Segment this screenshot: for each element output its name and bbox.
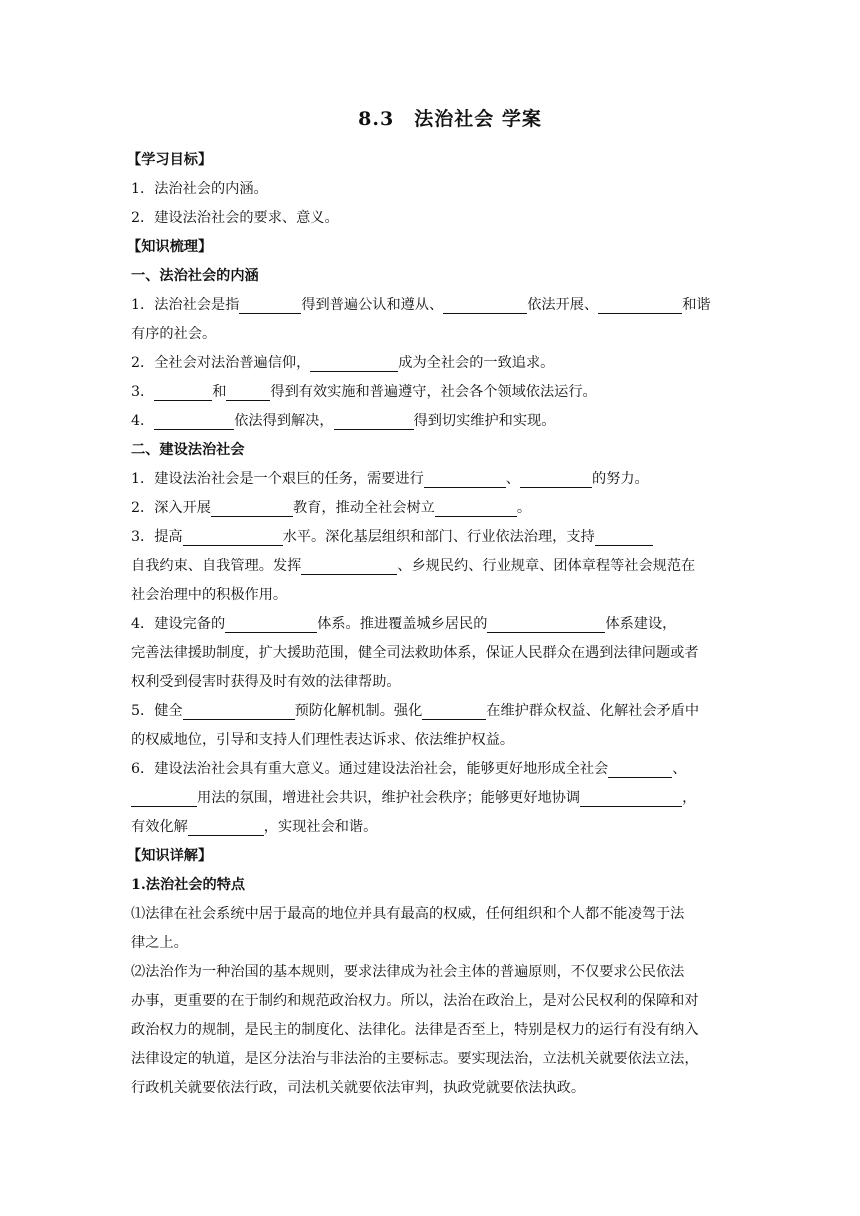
goal-item-1: 1．法治社会的内涵。 (131, 181, 268, 197)
text: 依法开展、 (527, 297, 599, 313)
text: 水平。深化基层组织和部门、行业依法治理，支持 (282, 529, 595, 545)
fill-blank[interactable] (334, 412, 414, 430)
fill-blank[interactable] (608, 760, 672, 778)
text: 2．深入开展 (131, 500, 211, 516)
text: 依法得到解决， (234, 413, 334, 429)
review-paragraph (131, 494, 733, 523)
explanation-paragraph: 行政机关就要依法行政，司法机关就要依法审判，执政党就要依法执政。 (131, 1080, 586, 1096)
document-body (127, 146, 733, 1103)
fill-blank[interactable] (188, 818, 264, 836)
fill-blank[interactable] (580, 789, 682, 807)
page-title: 8.3 法治社会 学案 (358, 108, 542, 130)
text: ，实现社会和谐。 (263, 819, 378, 835)
explanation-paragraph: 法律设定的轨道，是区分法治与非法治的主要标志。要实现法治，立法机关就要依法立法， (131, 1051, 699, 1067)
explanation-paragraph: 律之上。 (131, 935, 188, 951)
review-paragraph (131, 610, 733, 639)
text: 3．提高 (131, 529, 183, 545)
fill-blank[interactable] (226, 383, 270, 401)
subheading-connotation: 一、法治社会的内涵 (131, 268, 259, 284)
fill-blank[interactable] (183, 702, 295, 720)
fill-blank[interactable] (154, 412, 234, 430)
fill-blank[interactable] (435, 499, 517, 517)
text: 教育，推动全社会树立 (292, 500, 435, 516)
text: 、 (505, 471, 520, 487)
text: 。 (516, 500, 532, 516)
text: 和谐 (682, 297, 711, 313)
text: 的努力。 (591, 471, 649, 487)
fill-blank[interactable] (154, 383, 212, 401)
text: 在维护群众权益、化解社会矛盾中 (486, 703, 700, 719)
review-paragraph (131, 784, 733, 813)
fill-blank[interactable] (183, 528, 283, 546)
text: 体系。推进覆盖城乡居民的 (317, 616, 488, 632)
text: 4． (131, 413, 155, 429)
review-paragraph (131, 465, 733, 494)
text: 6．建设法治社会具有重大意义。通过建设法治社会，能够更好地形成全社会 (131, 761, 609, 777)
fill-blank[interactable] (598, 296, 682, 314)
section-heading-goals: 【学习目标】 (127, 152, 213, 168)
subheading-build: 二、建设法治社会 (131, 442, 245, 458)
explanation-paragraph: 政治权力的规制，是民主的制度化、法律化。法律是否至上，特别是权力的运行有没有纳入 (131, 1022, 699, 1038)
text: 5．健全 (131, 703, 183, 719)
review-paragraph (131, 291, 733, 320)
fill-blank[interactable] (310, 354, 398, 372)
text: ， (682, 790, 697, 806)
review-paragraph: 的权威地位，引导和支持人们理性表达诉求、依法维护权益。 (131, 732, 515, 748)
fill-blank[interactable] (301, 557, 397, 575)
text: 、乡规民约、行业规章、团体章程等社会规范在 (397, 558, 696, 574)
review-paragraph: 权利受到侵害时获得及时有效的法律帮助。 (131, 674, 401, 690)
review-paragraph (131, 697, 733, 726)
explanation-paragraph: ⑵法治作为一种治国的基本规则，要求法律成为社会主体的普遍原则，不仅要求公民依法 (131, 964, 685, 980)
review-paragraph: 有序的社会。 (131, 326, 217, 342)
review-paragraph (131, 813, 733, 842)
fill-blank[interactable] (520, 470, 592, 488)
review-paragraph (131, 349, 733, 378)
section-heading-explanation: 【知识详解】 (127, 848, 213, 864)
text: 体系建设， (605, 616, 677, 632)
fill-blank[interactable] (131, 789, 197, 807)
text: 预防化解机制。强化 (294, 703, 423, 719)
text: 1．法治社会是指 (131, 297, 240, 313)
text: 得到切实维护和实现。 (413, 413, 556, 429)
fill-blank[interactable] (239, 296, 301, 314)
review-paragraph: 完善法律援助制度，扩大援助范围，健全司法救助体系，保证人民群众在遇到法律问题或者 (131, 645, 699, 661)
fill-blank[interactable] (424, 470, 506, 488)
review-paragraph (131, 552, 733, 581)
fill-blank[interactable] (487, 615, 605, 633)
text: 自我约束、自我管理。发挥 (131, 558, 302, 574)
review-paragraph: 社会治理中的积极作用。 (131, 587, 288, 603)
fill-blank[interactable] (225, 615, 317, 633)
fill-blank[interactable] (211, 499, 293, 517)
fill-blank[interactable] (422, 702, 486, 720)
text: 4．建设完备的 (131, 616, 226, 632)
explanation-paragraph: 办事，更重要的在于制约和规范政治权力。所以，法治在政治上，是对公民权利的保障和对 (131, 993, 699, 1009)
text: 2．全社会对法治普遍信仰， (131, 355, 311, 371)
explanation-paragraph: ⑴法律在社会系统中居于最高的地位并具有最高的权威，任何组织和个人都不能凌驾于法 (131, 906, 685, 922)
section-heading-review: 【知识梳理】 (127, 239, 213, 255)
text: 3． (131, 384, 155, 400)
text: 1．建设法治社会是一个艰巨的任务，需要进行 (131, 471, 424, 487)
fill-blank[interactable] (443, 296, 527, 314)
text: 得到有效实施和普遍遵守，社会各个领域依法运行。 (270, 384, 597, 400)
review-paragraph (131, 378, 733, 407)
review-paragraph (131, 755, 733, 784)
text: 、 (672, 761, 687, 777)
text: 得到普遍公认和遵从、 (301, 297, 444, 313)
text: 用法的氛围，增进社会共识，维护社会秩序；能够更好地协调 (197, 790, 581, 806)
subheading-features: 1.法治社会的特点 (131, 877, 246, 893)
text: 成为全社会的一致追求。 (398, 355, 555, 371)
goal-item-2: 2．建设法治社会的要求、意义。 (131, 210, 339, 226)
text: 和 (212, 384, 227, 400)
text: 有效化解 (131, 819, 188, 835)
review-paragraph (131, 523, 733, 552)
fill-blank[interactable] (595, 528, 653, 546)
review-paragraph (131, 407, 733, 436)
